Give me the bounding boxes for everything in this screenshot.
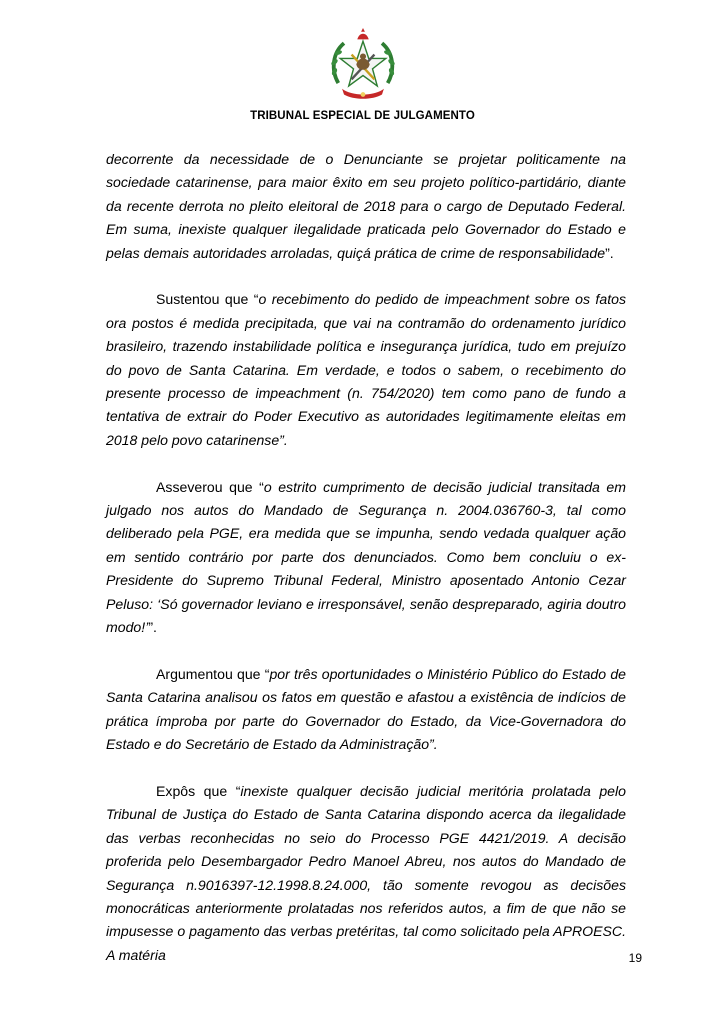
paragraph-2 bbox=[106, 288, 626, 452]
closing-punctuation: ”. bbox=[148, 619, 157, 636]
page-header bbox=[0, 28, 725, 122]
paragraph-1 bbox=[106, 148, 626, 265]
paragraph-lead: Asseverou que “ bbox=[156, 478, 264, 495]
quoted-text: o recebimento do pedido de impeachment sobre os fatos ora postos é medida precipitada, que vai na contramão do ordenamento jurídico brasileiro, trazendo instabilidade política e insegurança jurídica, tudo em prejuízo do povo de Santa Catarina. Em verdade, e todos o sabem, o recebimento do presente processo de impeachment (n. 754/2020) tem como pano de fundo a tentativa de extrair do Poder Executivo as autoridades legitimamente eleitas em 2018 pelo povo catarinense”. bbox=[106, 291, 626, 448]
paragraph-lead: Expôs que “ bbox=[156, 782, 241, 799]
coat-of-arms-icon bbox=[325, 28, 401, 104]
quoted-text: por três oportunidades o Ministério Público do Estado de Santa Catarina analisou os fatos em questão e afastou a existência de indícios de prática ímproba por parte do Governador do Estado, da Vice-Governadora do Estado e do Secretário de Estado da Administração”. bbox=[106, 665, 626, 753]
closing-punctuation: ”. bbox=[605, 244, 614, 261]
paragraph-lead: Argumentou que “ bbox=[156, 665, 270, 682]
paragraph-5 bbox=[106, 780, 626, 967]
paragraph-lead: Sustentou que “ bbox=[156, 291, 259, 308]
quoted-text: o estrito cumprimento de decisão judicial transitada em julgado nos autos do Mandado de Segurança n. 2004.036760-3, tal como deliberado pela PGE, era medida que se impunha, sendo vedada qualquer ação em sentido contrário por parte dos denunciados. Como bem concluiu o ex-Presidente do Supremo Tribunal Federal, Ministro aposentado Antonio Cezar Peluso: ‘Só governador leviano e irresponsável, senão despreparado, agiria doutro modo!’ bbox=[106, 478, 626, 636]
document-body bbox=[106, 148, 626, 991]
page-number: 19 bbox=[628, 951, 642, 965]
paragraph-4 bbox=[106, 663, 626, 757]
quoted-text: inexiste qualquer decisão judicial meritória prolatada pelo Tribunal de Justiça do Estado de Santa Catarina dispondo acerca da ilegalidade das verbas reconhecidas no seio do Processo PGE 4421/2019. A decisão proferida pelo Desembargador Pedro Manoel Abreu, nos autos do Mandado de Segurança n.9016397-12.1998.8.24.000, tão somente revogou as decisões monocráticas anteriormente prolatadas nos referidos autos, a fim de que não se impusesse o pagamento das verbas pretéritas, tal como solicitado pela APROESC. A matéria bbox=[106, 782, 626, 963]
quoted-text: decorrente da necessidade de o Denunciante se projetar politicamente na sociedade catarinense, para maior êxito em seu projeto político-partidário, diante da recente derrota no pleito eleitoral de 2018 para o cargo de Deputado Federal. Em suma, inexiste qualquer ilegalidade praticada pelo Governador do Estado e pelas demais autoridades arroladas, quiçá prática de crime de responsabilidade bbox=[106, 151, 626, 261]
paragraph-3 bbox=[106, 476, 626, 640]
court-name: TRIBUNAL ESPECIAL DE JULGAMENTO bbox=[250, 110, 475, 122]
